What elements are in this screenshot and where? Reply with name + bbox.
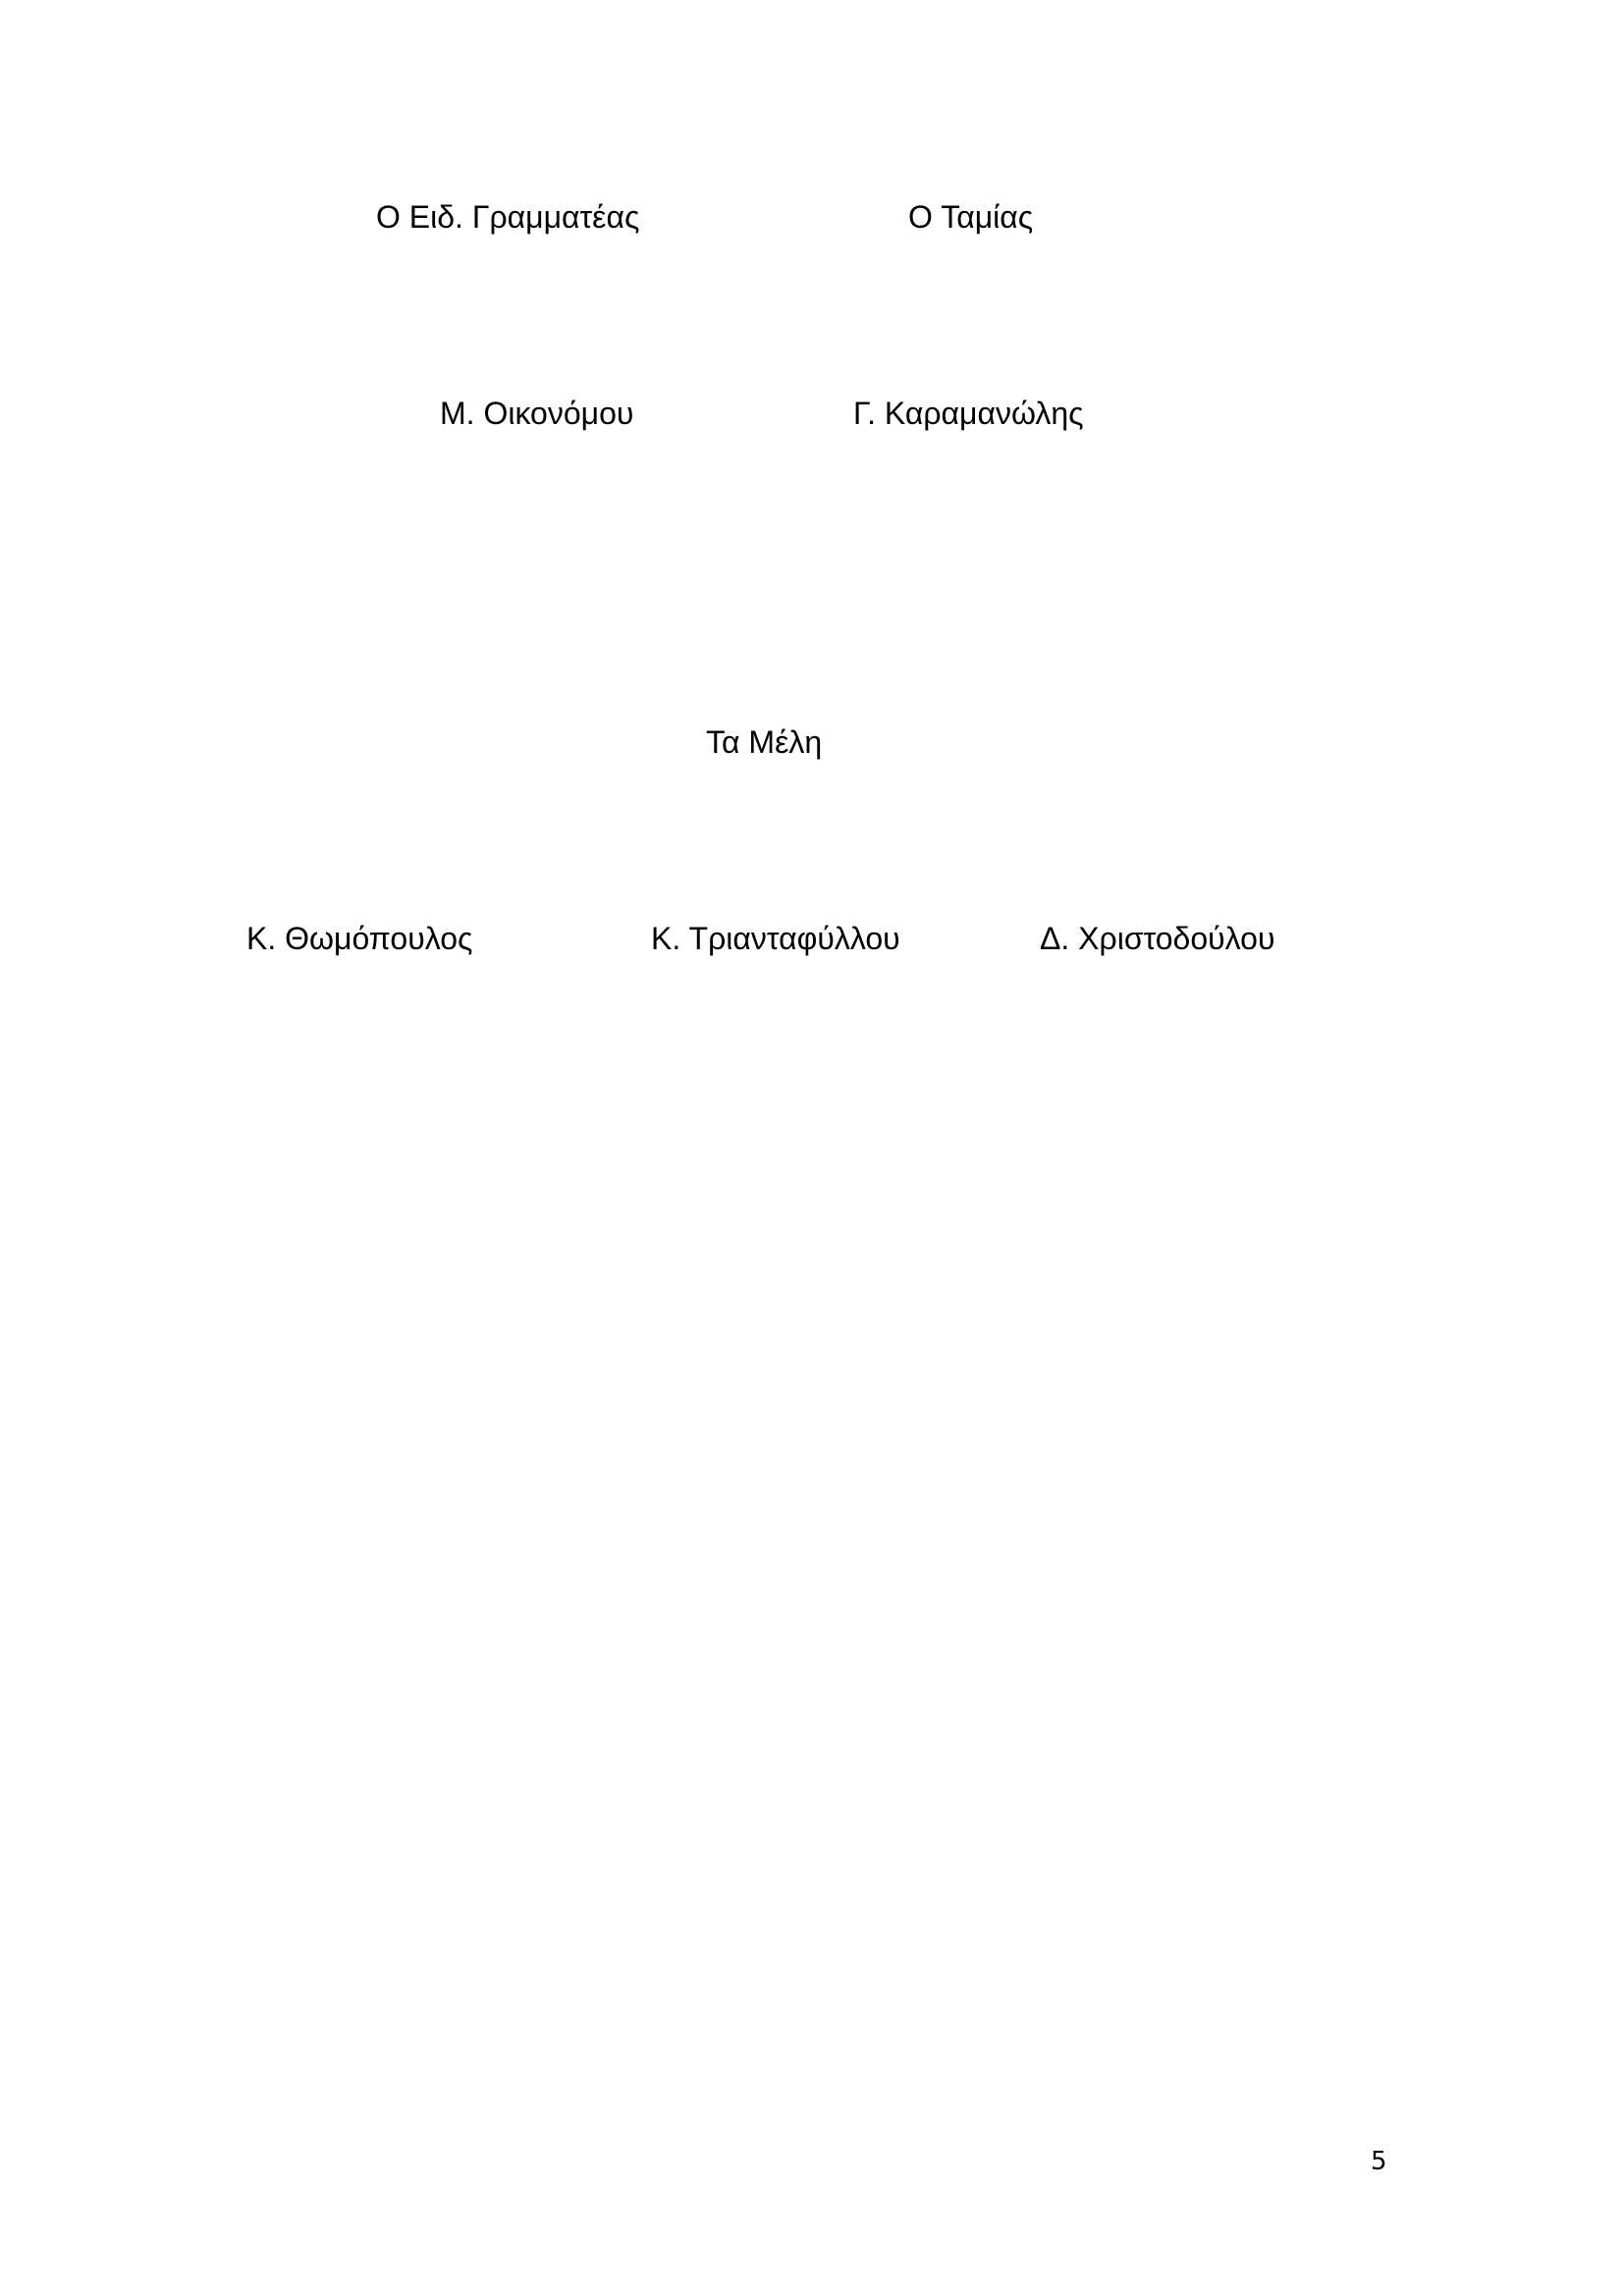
treasurer-name: Γ. Καραμανώλης bbox=[853, 396, 1084, 431]
treasurer-title: Ο Ταμίας bbox=[908, 199, 1034, 235]
member-name: Κ. Τριανταφύλλου bbox=[651, 921, 900, 956]
member-name: Κ. Θωμόπουλος bbox=[246, 921, 473, 956]
secretary-name: Μ. Οικονόμου bbox=[440, 396, 634, 431]
members-heading: Τα Μέλη bbox=[706, 724, 823, 760]
member-name: Δ. Χριστοδούλου bbox=[1040, 921, 1275, 956]
page-number: 5 bbox=[1371, 2147, 1387, 2176]
special-secretary-title: Ο Ειδ. Γραμματέας bbox=[376, 199, 640, 235]
